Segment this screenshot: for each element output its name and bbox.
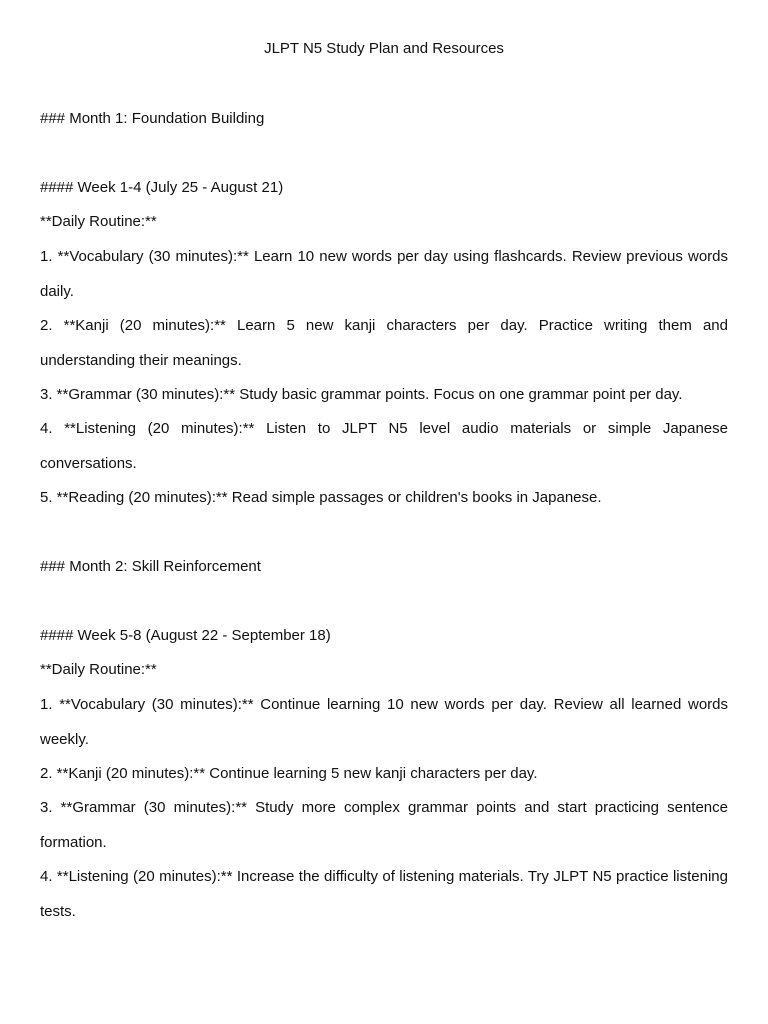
daily-routine-label: **Daily Routine:** xyxy=(40,661,157,678)
month-2-item-listening: 4. **Listening (20 minutes):** Increase the difficulty of listening materials. Try JLPT N5 practice listening tests. xyxy=(40,868,728,920)
month-1-item-grammar: 3. **Grammar (30 minutes):** Study basic grammar points. Focus on one grammar point per day. xyxy=(40,386,683,403)
month-2-item-vocabulary: 1. **Vocabulary (30 minutes):** Continue learning 10 new words per day. Review all learned words weekly. xyxy=(40,696,728,748)
week-5-8-heading: #### Week 5-8 (August 22 - September 18) xyxy=(40,627,331,644)
month-2-item-kanji: 2. **Kanji (20 minutes):** Continue learning 5 new kanji characters per day. xyxy=(40,765,538,782)
month-2-heading: ### Month 2: Skill Reinforcement xyxy=(40,558,261,575)
daily-routine-label: **Daily Routine:** xyxy=(40,213,157,230)
month-1-item-reading: 5. **Reading (20 minutes):** Read simple passages or children's books in Japanese. xyxy=(40,489,602,506)
document-title: JLPT N5 Study Plan and Resources xyxy=(264,40,504,57)
month-1-item-vocabulary: 1. **Vocabulary (30 minutes):** Learn 10 new words per day using flashcards. Review previous words daily. xyxy=(40,248,728,300)
month-1-item-kanji: 2. **Kanji (20 minutes):** Learn 5 new kanji characters per day. Practice writing them and understanding their meanings. xyxy=(40,317,728,369)
month-1-item-listening: 4. **Listening (20 minutes):** Listen to JLPT N5 level audio materials or simple Japanese conversations. xyxy=(40,420,728,472)
month-1-heading: ### Month 1: Foundation Building xyxy=(40,110,265,127)
week-1-4-heading: #### Week 1-4 (July 25 - August 21) xyxy=(40,179,284,196)
month-2-item-grammar: 3. **Grammar (30 minutes):** Study more complex grammar points and start practicing sentence formation. xyxy=(40,799,728,851)
